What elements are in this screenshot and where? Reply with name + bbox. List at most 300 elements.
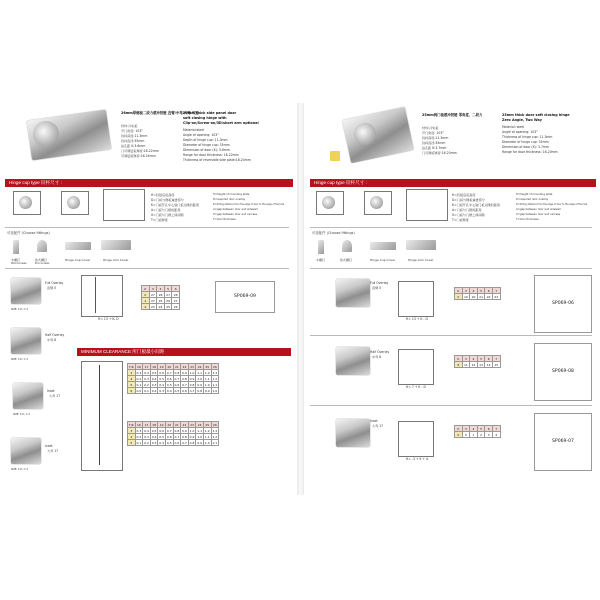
spec-en: Angle of opening: 103° <box>502 130 538 134</box>
cell: 0.9 <box>182 428 187 433</box>
hero-hinge-cup <box>354 123 376 145</box>
cell: 25 <box>205 422 210 427</box>
cup-legend-item-en: H=height of mounting plate <box>213 193 250 196</box>
cell: 25 <box>158 298 163 303</box>
right-page <box>306 103 597 495</box>
cell: 16 <box>136 364 141 369</box>
cell: 0 <box>455 432 463 438</box>
cell: 0.9 <box>182 370 187 375</box>
cell: 1.1 <box>212 382 218 387</box>
cell: 0.3 <box>136 370 142 375</box>
cell: 1.1 <box>197 370 203 375</box>
cell: 0.1 <box>136 382 142 387</box>
left-heading-en-2: soft closing hinge with <box>183 116 227 120</box>
cell: 0.6 <box>182 388 187 393</box>
full-overlay-hinge-image <box>11 278 41 304</box>
cell: 4 <box>157 286 165 292</box>
cell: 1.2 <box>204 428 210 433</box>
cup-legend-item: K=门板开孔中心到门板边缘的距离 <box>151 203 199 207</box>
overlay-section-diagram <box>398 281 434 317</box>
left-heading-cn: 26mm厚侧板二段力缓冲铰链 直臂/中弯/大弯 可选 <box>121 111 199 115</box>
hero-hinge-image <box>342 107 414 163</box>
cell: 24 <box>197 364 202 369</box>
cup-legend-item-en: A=gap between door and sidewall <box>213 208 258 211</box>
half-overlay-hinge-image <box>336 347 370 375</box>
divider <box>5 227 289 228</box>
cell: 22 <box>486 294 491 299</box>
cell: 19 <box>159 364 164 369</box>
spec-en: Diameter of hinge cup: 35mm <box>502 140 549 144</box>
cell: 0.8 <box>174 428 180 433</box>
cell: K <box>455 426 463 432</box>
cup-legend-item: D=门板与侧板重叠部分 <box>452 198 485 202</box>
cell: 0.5 <box>159 376 165 381</box>
clearance-table-2 <box>127 421 219 446</box>
cell: 1 <box>470 432 478 438</box>
cell: 13 <box>479 362 483 367</box>
left-page <box>3 103 295 495</box>
cell: 16 <box>136 422 141 427</box>
cell: 17 <box>144 422 149 427</box>
cell: 0.9 <box>197 382 203 387</box>
spec-en: Depth of hinge cup: 11.3mm <box>183 138 228 142</box>
hinge-arm-cover-icon <box>101 240 131 250</box>
cell: 0.7 <box>166 370 172 375</box>
cell: 21 <box>174 422 179 427</box>
cell: T/K <box>128 364 134 369</box>
overlay-size: SIZE: 3.6 / 1.3 <box>11 308 28 311</box>
cell: 25 <box>205 364 210 369</box>
fitting-label: 欧式螺钉 <box>35 258 48 262</box>
spec-en: Thickness of hinge cup: 11.3mm <box>502 135 553 139</box>
fitting-label: Hinge Arm Cover <box>103 258 129 262</box>
spec-cn: 铰杯直径:35mm <box>121 139 145 143</box>
cell: 4 <box>470 426 478 432</box>
cell: 28 <box>158 292 163 297</box>
divider <box>310 268 592 269</box>
cell: 17 <box>144 364 149 369</box>
overlay-section-diagram <box>398 349 434 385</box>
spec-cn: 材料:冷轧板 <box>422 126 439 130</box>
cup-section-diagram <box>103 189 145 221</box>
spec-cn: 铰杯深度:11.3mm <box>121 134 148 138</box>
divider <box>310 405 592 406</box>
cup-legend-item: H=铰链底座高度 <box>151 193 175 197</box>
cell: 0.6 <box>166 434 172 439</box>
clearance-door-line <box>99 365 100 465</box>
overlay-label-cn: 中弯 8 <box>47 338 57 342</box>
cell: K <box>455 356 463 362</box>
half-overlay-hinge-image <box>11 328 41 354</box>
formula: H= 7 + K - D <box>406 385 426 389</box>
cell: 0.9 <box>189 376 195 381</box>
cell: 1.0 <box>212 388 218 393</box>
cell: 19 <box>463 294 468 299</box>
cell: 0.6 <box>174 440 180 445</box>
cell: 1.3 <box>212 370 218 375</box>
euro-screw-icon <box>342 240 352 252</box>
cell: 0.8 <box>182 376 187 381</box>
cup-legend-item-en: T=door thickness <box>516 218 539 221</box>
cell: 8 <box>455 362 463 368</box>
cell: 24 <box>197 422 202 427</box>
cell: 0.7 <box>182 382 187 387</box>
overlay-label: Full Overlay <box>45 281 64 285</box>
cell: 23 <box>494 294 499 299</box>
cell: 0.4 <box>159 440 165 445</box>
cup-legend-item: D=门板与侧板重叠部分 <box>151 198 184 202</box>
cell: 6 <box>485 426 493 432</box>
cell: 0.5 <box>151 370 157 375</box>
cell: 1.2 <box>212 376 218 381</box>
spec-cn: 铰杯深度:11.3mm <box>422 136 449 140</box>
inset-hinge-image <box>13 383 43 409</box>
divider <box>310 227 592 228</box>
cell: 3 <box>128 428 136 434</box>
overlay-size: SIZE: 3.6 / 1.3 <box>11 468 28 471</box>
spec-en: Range for door thickness: 16-22mm <box>183 153 239 157</box>
cell: 0.6 <box>166 376 172 381</box>
inset-hinge-image-2 <box>11 438 41 464</box>
page-gutter <box>297 103 304 495</box>
formula: H= 13 + K - D <box>406 317 428 321</box>
right-heading-cn: 25mm两门板缓冲铰链 零角度，二段力 <box>422 113 483 117</box>
cell: 21 <box>479 294 483 299</box>
hinge-cup-cover-icon <box>65 242 91 250</box>
cell: 15 <box>494 362 499 367</box>
cell: 7 <box>492 356 500 362</box>
cell: 4 <box>128 434 136 440</box>
cell: 26 <box>212 422 217 427</box>
divider <box>310 335 592 336</box>
cell: 0.5 <box>159 434 165 439</box>
cell: 27 <box>166 292 170 297</box>
cell: 1.2 <box>212 434 218 439</box>
minimum-clearance-banner: MINIMUM CLEARANCE 所门板最小间距 <box>77 348 291 356</box>
cup-legend-item-en: T=door thickness <box>213 218 236 221</box>
cup-legend-item: T=门板厚度 <box>452 218 469 222</box>
cell: 22 <box>182 364 187 369</box>
spec-cn: 开门角度: 103° <box>121 129 143 133</box>
cup-legend-item-en: D=required door overlay <box>516 198 549 201</box>
cell: 0.2 <box>136 376 142 381</box>
fitting-label: 木螺钉 <box>11 258 21 262</box>
overlay-label: Half Overlay <box>45 333 65 337</box>
cup-legend-item: T=门板厚度 <box>151 218 168 222</box>
fitting-label: Hinge Cup Cover <box>65 258 91 262</box>
product-code: SP069-08 <box>534 343 592 401</box>
cup-diagram-2-circle <box>67 196 80 209</box>
overlay-label: Inset <box>47 389 55 393</box>
cell: 1.1 <box>204 434 210 439</box>
overlay-label-cn: 大弯 17 <box>47 449 59 453</box>
cell: 0.7 <box>166 428 172 433</box>
clearance-table <box>127 363 219 394</box>
product-code: SP069-09 <box>215 281 275 313</box>
hinge-cup-cover-icon <box>370 242 396 250</box>
cell: 0.5 <box>174 388 180 393</box>
cell: 0 <box>455 294 463 300</box>
overlay-label-cn: 大弯 17 <box>372 424 384 428</box>
catalog-spread <box>0 103 600 495</box>
cell: 1.0 <box>189 428 195 433</box>
cell: 0.3 <box>144 376 149 381</box>
spec-cn: 钻孔距 K:3-6mm <box>121 144 146 148</box>
overlay-section-diagram <box>398 421 434 457</box>
cell: 0 <box>462 432 470 438</box>
cell: 0.9 <box>197 440 203 445</box>
cup-legend-item: H=铰链底座高度 <box>452 193 476 197</box>
cell: 0.3 <box>151 440 157 445</box>
cell: 26 <box>173 304 178 309</box>
cell: 24 <box>158 304 163 309</box>
hinge-corner-icon <box>330 151 340 161</box>
cell: 0.4 <box>159 382 165 387</box>
cup-legend-item-en: A=gap between door and sidewall <box>516 208 561 211</box>
cell: 5 <box>477 356 485 362</box>
inset-hinge-image <box>336 419 370 447</box>
overlay-label-cn: 直臂 0 <box>372 286 382 290</box>
cup-legend-item: X=门板与门框之间间隙 <box>452 213 485 217</box>
cell: 1.0 <box>189 370 195 375</box>
cell: 0.3 <box>151 382 157 387</box>
cell: 26 <box>173 292 178 297</box>
cup-legend-item-en: D=required door overlay <box>213 198 246 201</box>
cell: 0.5 <box>166 382 172 387</box>
cell: 7 <box>492 426 500 432</box>
spec-en: Range for door thickness: 16-20mm <box>502 150 558 154</box>
right-heading-en-2: Zero Angle, Two Way <box>502 118 542 122</box>
cell: 0.7 <box>189 388 195 393</box>
overlay-table <box>141 285 180 310</box>
spec-cn: 开门角度: 103° <box>422 131 444 135</box>
overlay-label: Full Overlay <box>370 281 389 285</box>
cell: 3 <box>462 288 470 294</box>
cell: 0.2 <box>144 440 149 445</box>
left-heading-en-1: 26mm thick side panel door <box>183 111 237 115</box>
divider <box>5 268 289 269</box>
cell: 23 <box>150 304 155 309</box>
cell: 0.8 <box>189 382 195 387</box>
cup-diagram-1-circle <box>322 196 335 209</box>
hinge-cup-type-banner: Hinge cup type 铰杯尺寸 : <box>5 179 293 187</box>
spec-en: Material: steel <box>502 125 525 129</box>
fitting-label-en: Euro screws <box>35 262 50 265</box>
cell: K <box>142 286 150 292</box>
cup-diagram-2-circle <box>370 196 383 209</box>
cell: 0.8 <box>197 388 203 393</box>
cup-legend-item: A=门板与门框的距离 <box>151 208 181 212</box>
cell: 12 <box>471 362 476 367</box>
spec-cn: 钻孔距 K:3-7mm <box>422 146 447 150</box>
cell: 0.4 <box>166 388 172 393</box>
cell: 14 <box>486 362 491 367</box>
cup-section-diagram <box>406 189 448 221</box>
cell: 1.1 <box>212 440 218 445</box>
cell: 20 <box>167 422 172 427</box>
fitting-label: 欧式螺钉 <box>340 258 353 262</box>
cell: 0.9 <box>189 434 195 439</box>
cell: 0.8 <box>189 440 195 445</box>
overlay-label-cn: 大弯 17 <box>49 394 61 398</box>
cell: 20 <box>167 364 172 369</box>
overlay-label: Inset <box>45 444 53 448</box>
cell: 0.5 <box>166 440 172 445</box>
formula: H= -3 + K + A <box>406 457 429 461</box>
cell: 0.5 <box>151 428 157 433</box>
half-overlay-table <box>454 355 501 368</box>
cell: 4 <box>470 288 478 294</box>
cup-legend-item: X=门板与门框之间间隙 <box>151 213 184 217</box>
cell: 0.8 <box>182 434 187 439</box>
product-code: SP069-06 <box>534 275 592 333</box>
cup-legend-item: K=门板开孔中心到门板边缘的距离 <box>452 203 500 207</box>
cell: 0.1 <box>144 388 149 393</box>
cup-legend-item: A=门板与门框的距离 <box>452 208 482 212</box>
overlay-section-diagram <box>81 275 123 317</box>
cell: 5 <box>164 286 172 292</box>
overlay-size: SIZE: 3.6 / 1.3 <box>13 413 30 416</box>
cell: 1.1 <box>204 376 210 381</box>
overlay-label-cn: 中弯 8 <box>372 355 382 359</box>
left-heading-en-3: Clip-on/Screw-on/3D/short arm optional <box>183 121 259 125</box>
cell: 2 <box>477 432 485 438</box>
overlay-label: Inset <box>370 419 378 423</box>
overlay-label: Half Overlay <box>370 350 390 354</box>
cup-legend-item-en: K=drilling distance from the edge of door to the edge of the hole <box>516 203 588 206</box>
cell: 2 <box>142 298 150 304</box>
cell: 4 <box>128 376 136 382</box>
wood-screw-icon <box>318 240 324 254</box>
spec-cn: 门可调板厚度:16-20mm <box>422 151 457 155</box>
cell: 0.3 <box>136 428 142 433</box>
fittings-label: 可选配件 (Choose fittings) <box>312 231 355 235</box>
cup-legend-item-en: X=gap between door and carcase <box>213 213 258 216</box>
cup-legend-item-en: H=height of mounting plate <box>516 193 553 196</box>
hinge-cup-type-banner: Hinge cup type 铰杯尺寸 : <box>310 179 596 187</box>
cell: 3 <box>149 286 157 292</box>
spec-en: Thickness of reversible side plate:16-24mm <box>183 158 251 162</box>
cell: 1.0 <box>204 382 210 387</box>
spec-cn: 可调层板厚度:16-24mm <box>121 154 156 158</box>
spec-en: Material:steel <box>183 128 205 132</box>
cell: 3 <box>462 426 470 432</box>
fitting-label: Hinge Cup Cover <box>370 258 396 262</box>
product-code: SP069-07 <box>534 413 592 471</box>
cell: 6 <box>172 286 180 292</box>
cell: 0.7 <box>174 376 180 381</box>
cell: 5 <box>128 382 136 388</box>
cell: 3 <box>128 370 136 376</box>
cell: 5 <box>477 426 485 432</box>
cell: 1.1 <box>197 428 203 433</box>
full-overlay-hinge-image <box>336 279 370 307</box>
inset-table <box>454 425 501 438</box>
cell: 6 <box>128 388 136 394</box>
cell: 22 <box>182 422 187 427</box>
cell: 0.6 <box>174 382 180 387</box>
cell: 0.0 <box>136 388 142 393</box>
cell: T/K <box>128 422 134 427</box>
cell: 0.9 <box>204 388 210 393</box>
spec-en: Angle of opening: 103° <box>183 133 219 137</box>
cell: 0.4 <box>151 376 157 381</box>
spec-cn: 铰杯直径:35mm <box>422 141 446 145</box>
cell: 0.7 <box>174 434 180 439</box>
clearance-diagram <box>81 361 123 471</box>
cell: 0.4 <box>144 428 149 433</box>
cell: 1.0 <box>197 434 203 439</box>
right-heading-en-1: 25mm thick door soft closing hinge <box>502 113 570 117</box>
cell: 5 <box>477 288 485 294</box>
cell: 27 <box>173 298 178 303</box>
cell: 23 <box>190 364 194 369</box>
cell: 23 <box>190 422 194 427</box>
cell: 11 <box>463 362 468 367</box>
hero-hinge-cup <box>33 121 59 147</box>
hinge-arm-cover-icon <box>406 240 436 250</box>
cell: K <box>455 288 463 294</box>
cell: 0.7 <box>182 440 187 445</box>
wood-screw-icon <box>13 240 19 254</box>
fitting-label: Hinge Arm Cover <box>408 258 434 262</box>
cup-legend-item-en: K=drilling distance from the edge of door to the edge of the hole <box>213 203 285 206</box>
cell: 5 <box>128 440 136 446</box>
cell: 27 <box>150 292 155 297</box>
overlay-label-cn: 直臂 0 <box>47 286 57 290</box>
fitting-label-en: Wood screws <box>11 262 27 265</box>
cell: 0.8 <box>174 370 180 375</box>
cell: 21 <box>174 364 179 369</box>
cell: 0.4 <box>144 370 149 375</box>
cell: 0.3 <box>159 388 165 393</box>
euro-screw-icon <box>37 240 47 252</box>
fittings-label: 可选配件 (Choose fittings) <box>7 231 50 235</box>
spec-en: Diameter of hinge cup: 35mm <box>183 143 230 147</box>
cell: 26 <box>212 364 217 369</box>
formula: H= 13 + K- D <box>98 317 119 321</box>
cell: 18 <box>152 364 156 369</box>
cell: 6 <box>485 356 493 362</box>
cup-legend-item-en: X=gap between door and carcase <box>516 213 561 216</box>
cell: 7 <box>492 288 500 294</box>
full-overlay-table <box>454 287 501 300</box>
door-line <box>95 277 96 313</box>
spec-en: Dimension of door (K): 3-6mm <box>183 148 230 152</box>
cell: 1.3 <box>212 428 218 433</box>
cell: 1.0 <box>197 376 203 381</box>
cell: 1.2 <box>204 370 210 375</box>
cell: 0.6 <box>159 428 165 433</box>
cell: 20 <box>471 294 476 299</box>
cell: 0.2 <box>136 434 142 439</box>
cell: 4 <box>492 432 500 438</box>
cell: 3 <box>462 356 470 362</box>
cell: 25 <box>166 304 170 309</box>
cell: 0.6 <box>159 370 165 375</box>
cell: 4 <box>470 356 478 362</box>
cell: 26 <box>166 298 170 303</box>
spec-cn: 门可调层板厚度:16-22mm <box>121 149 159 153</box>
cell: 0.2 <box>144 382 149 387</box>
cell: 0.1 <box>136 440 142 445</box>
fitting-label: 木螺钉 <box>316 258 326 262</box>
cell: 3 <box>485 432 493 438</box>
cell: 4 <box>142 304 150 310</box>
cell: 0.2 <box>151 388 157 393</box>
spec-cn: 材料:冷轧板 <box>121 124 138 128</box>
cell: 0.3 <box>144 434 149 439</box>
